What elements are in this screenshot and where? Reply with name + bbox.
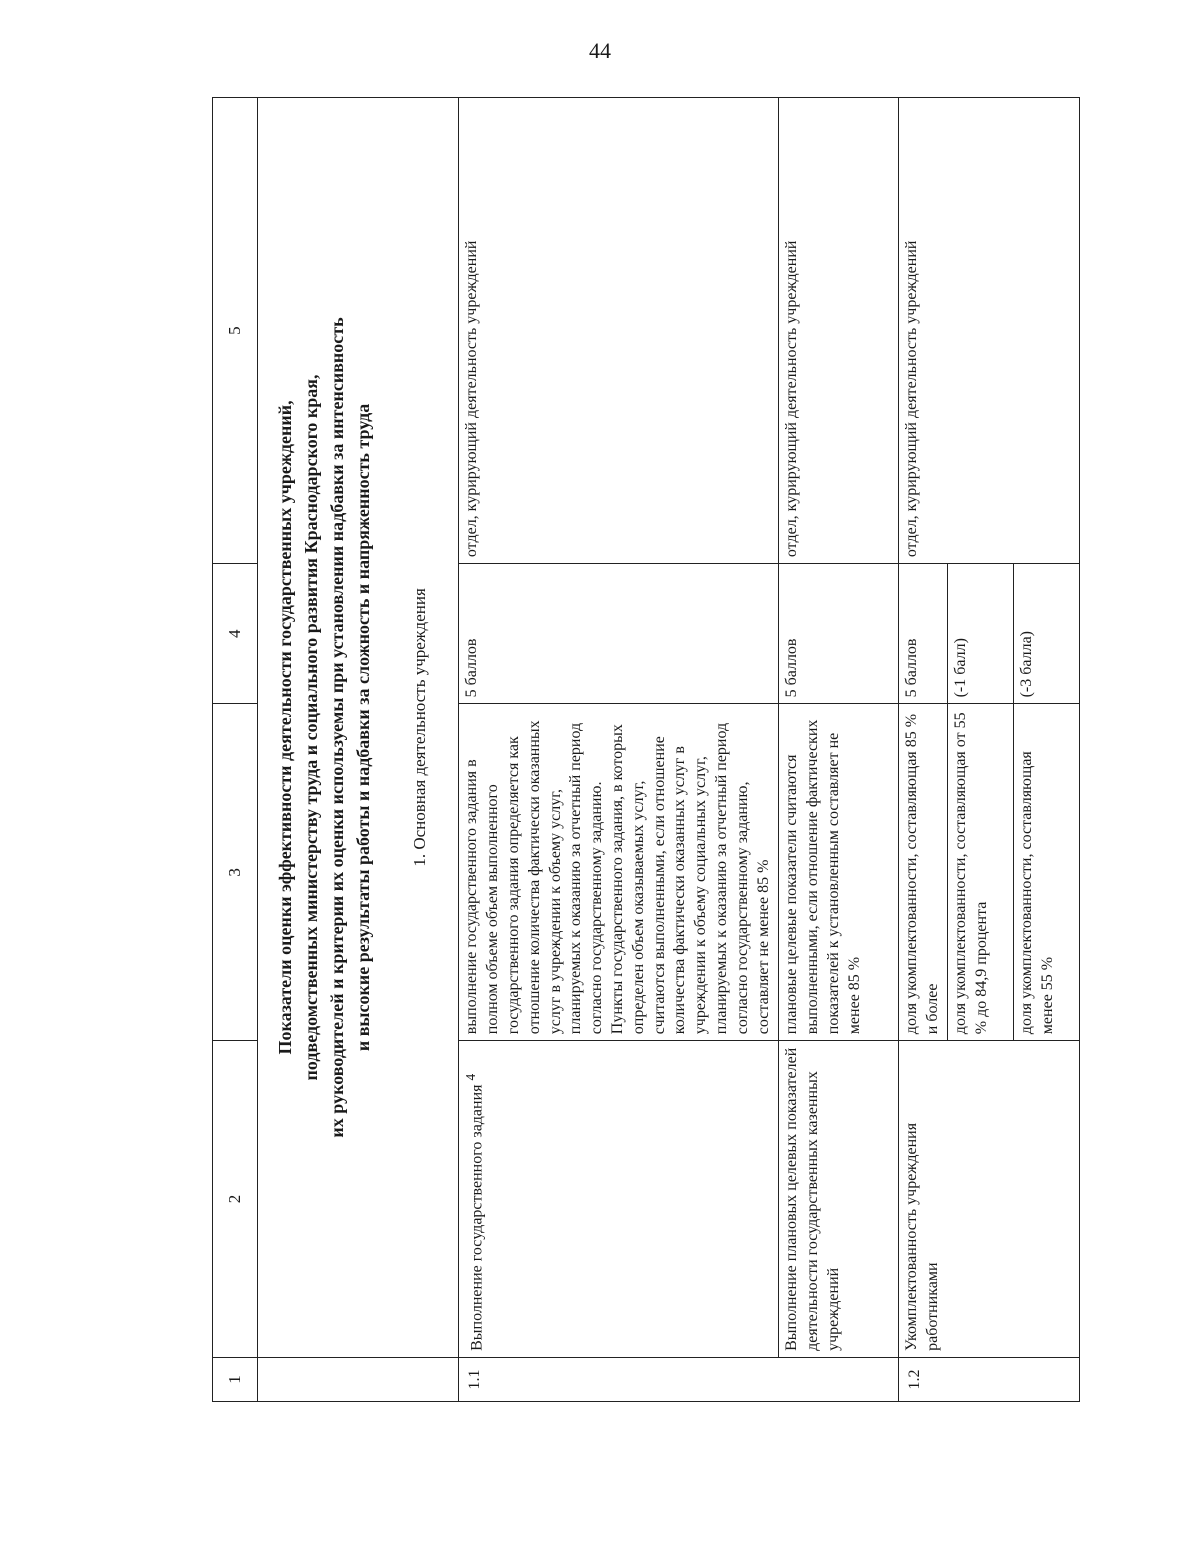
section-title: 1. Основная деятельность учреждения — [382, 98, 459, 1358]
indicator-cell — [459, 1041, 779, 1358]
title-line: подведомственных министерству труда и социального развития Краснодарского края, — [301, 374, 322, 1081]
table-title — [258, 98, 383, 1358]
page-number: 44 — [589, 38, 611, 63]
criterion-cell: доля укомплектованности, составляющая 85 % и более — [899, 704, 948, 1041]
title-line: и высокие результаты работы и надбавки за сложность и напряженность труда — [353, 403, 374, 1052]
rotated-table-container — [212, 97, 1057, 1402]
score-cell: 5 баллов — [459, 564, 779, 704]
criterion-cell: плановые целевые показатели считаются выполненными, если отношение фактических показателей к установленным составляет не менее 85 % — [779, 704, 899, 1041]
score-cell: 5 баллов — [899, 564, 948, 704]
table-row — [459, 98, 779, 1402]
column-number: 4 — [213, 564, 258, 704]
table-row — [899, 98, 948, 1402]
section-row — [382, 98, 459, 1402]
responsible-cell: отдел, курирующий деятельность учреждений — [899, 98, 1080, 564]
indicator-cell: Выполнение плановых целевых показателей деятельности государственных казенных учреждений — [779, 1041, 899, 1358]
row-number: 1.1 — [459, 1357, 899, 1401]
indicators-table — [212, 97, 1080, 1402]
indicator-cell: Укомплектованность учреждения работниками — [899, 1041, 1080, 1358]
criterion-cell: доля укомплектованности, составляющая менее 55 % — [1013, 704, 1079, 1041]
score-cell: 5 баллов — [779, 564, 899, 704]
column-number: 1 — [213, 1357, 258, 1401]
column-number-row — [213, 98, 258, 1402]
table-row — [779, 98, 899, 1402]
empty-cell — [382, 1357, 459, 1401]
score-cell: (-3 балла) — [1013, 564, 1079, 704]
responsible-cell: отдел, курирующий деятельность учреждений — [779, 98, 899, 564]
criterion-cell: доля укомплектованности, составляющая от 55 % до 84,9 процента — [947, 704, 1013, 1041]
indicator-text: Выполнение государственного задания — [468, 1084, 486, 1351]
responsible-cell: отдел, курирующий деятельность учреждений — [459, 98, 779, 564]
criterion-cell: выполнение государственного задания в полном объеме объем выполненного государственного задания определяется как отношение количества фактически оказанных услуг в учреждении к объему услуг, планируемых к оказанию за отчетный период согласно государственному заданию. Пункты государственного задания, в которых определен объем оказываемых услуг, считаются выполненными, если отношение количества фактически оказанных услуг в учреждении к объему социальных услуг, планируемых к оказанию за отчетный период согласно государственному заданию, составляет не менее 85 % — [459, 704, 779, 1041]
footnote-mark: 4 — [463, 1073, 479, 1081]
row-number: 1.2 — [899, 1357, 1080, 1401]
title-row — [258, 98, 383, 1402]
column-number: 2 — [213, 1041, 258, 1358]
empty-cell — [258, 1357, 383, 1401]
title-line: их руководителей и критерии их оценки используемы при установлении надбавки за интенсивность — [327, 317, 348, 1138]
column-number: 3 — [213, 704, 258, 1041]
title-line: Показатели оценки эффективности деятельности государственных учреждений, — [275, 400, 295, 1055]
score-cell: (-1 балл) — [947, 564, 1013, 704]
column-number: 5 — [213, 98, 258, 564]
